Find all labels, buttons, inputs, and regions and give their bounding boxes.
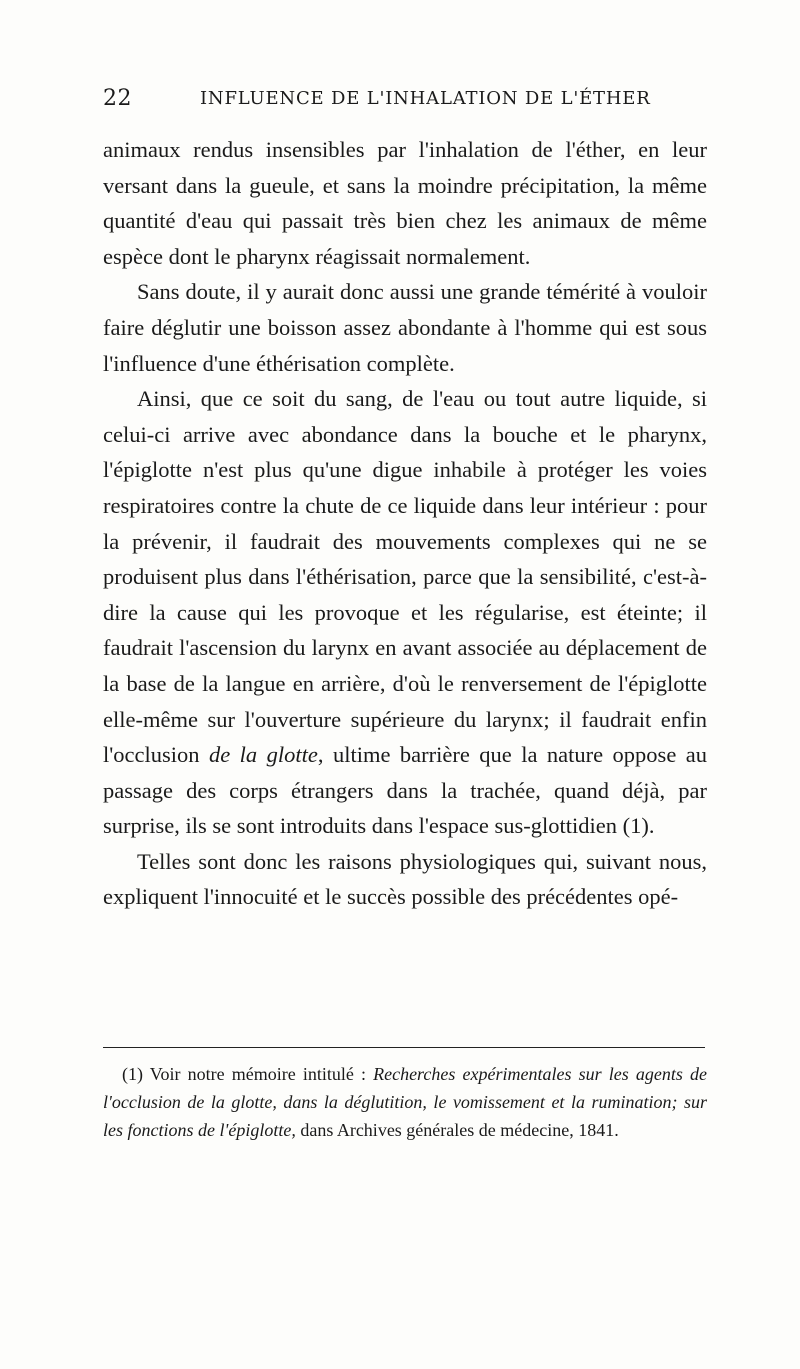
footnote-divider bbox=[103, 1047, 705, 1048]
page-header bbox=[103, 86, 703, 114]
page-number: 22 bbox=[103, 86, 132, 111]
body-text bbox=[103, 132, 707, 915]
running-title: INFLUENCE DE L'INHALATION DE L'ÉTHER bbox=[200, 88, 651, 109]
paragraph-text: Ainsi, que ce soit du sang, de l'eau ou tout autre liquide, si celui-ci arrive avec abondance dans la bouche et le pharynx, l'épiglotte n'est plus qu'une digue inhabile à protéger les voies respiratoires contre la chute de ce liquide dans leur intérieur : pour la prévenir, il faudrait des mouvements complexes qui ne se produisent plus dans l'éthérisation, parce que la sensibilité, c'est-à-dire la cause qui les provoque et les régularise, est éteinte; il faudrait l'ascension du larynx en avant associée au déplacement de la base de la langue en arrière, d'où le renversement de l'épiglotte elle-même sur l'ouverture supérieure du larynx; il faudrait enfin l'occlusion bbox=[103, 386, 707, 768]
footnote-prefix: (1) Voir notre mémoire intitulé : bbox=[122, 1064, 374, 1084]
footnote bbox=[103, 1060, 707, 1144]
footnote-suffix: dans Archives générales de médecine, 1841. bbox=[295, 1120, 619, 1140]
paragraph: animaux rendus insensibles par l'inhalation de l'éther, en leur versant dans la gueule, et sans la moindre précipitation, la même quantité d'eau qui passait très bien chez les animaux de même espèce dont le pharynx réagissait normalement. bbox=[103, 137, 707, 269]
paragraph-italic-text: de la glotte bbox=[209, 742, 318, 768]
paragraph bbox=[103, 381, 707, 844]
paragraph-text: , ultime barrière que la nature oppose au passage des corps étrangers dans la trachée, quand déjà, par surprise, ils se sont introduits dans l'espace sus-glottidien (1). bbox=[103, 742, 707, 839]
paragraph: Sans doute, il y aurait donc aussi une grande témérité à vouloir faire déglutir une boisson assez abondante à l'homme qui est sous l'influence d'une éthérisation complète. bbox=[103, 279, 707, 376]
paragraph: Telles sont donc les raisons physiologiques qui, suivant nous, expliquent l'innocuité et le succès possible des précédentes opé- bbox=[103, 848, 707, 910]
footnote-italic-title: Recherches expérimentales sur les agents de l'occlusion de la glotte, dans la déglutition, le vomissement et la rumination; sur les fonctions de l'épiglotte, bbox=[103, 1064, 707, 1140]
